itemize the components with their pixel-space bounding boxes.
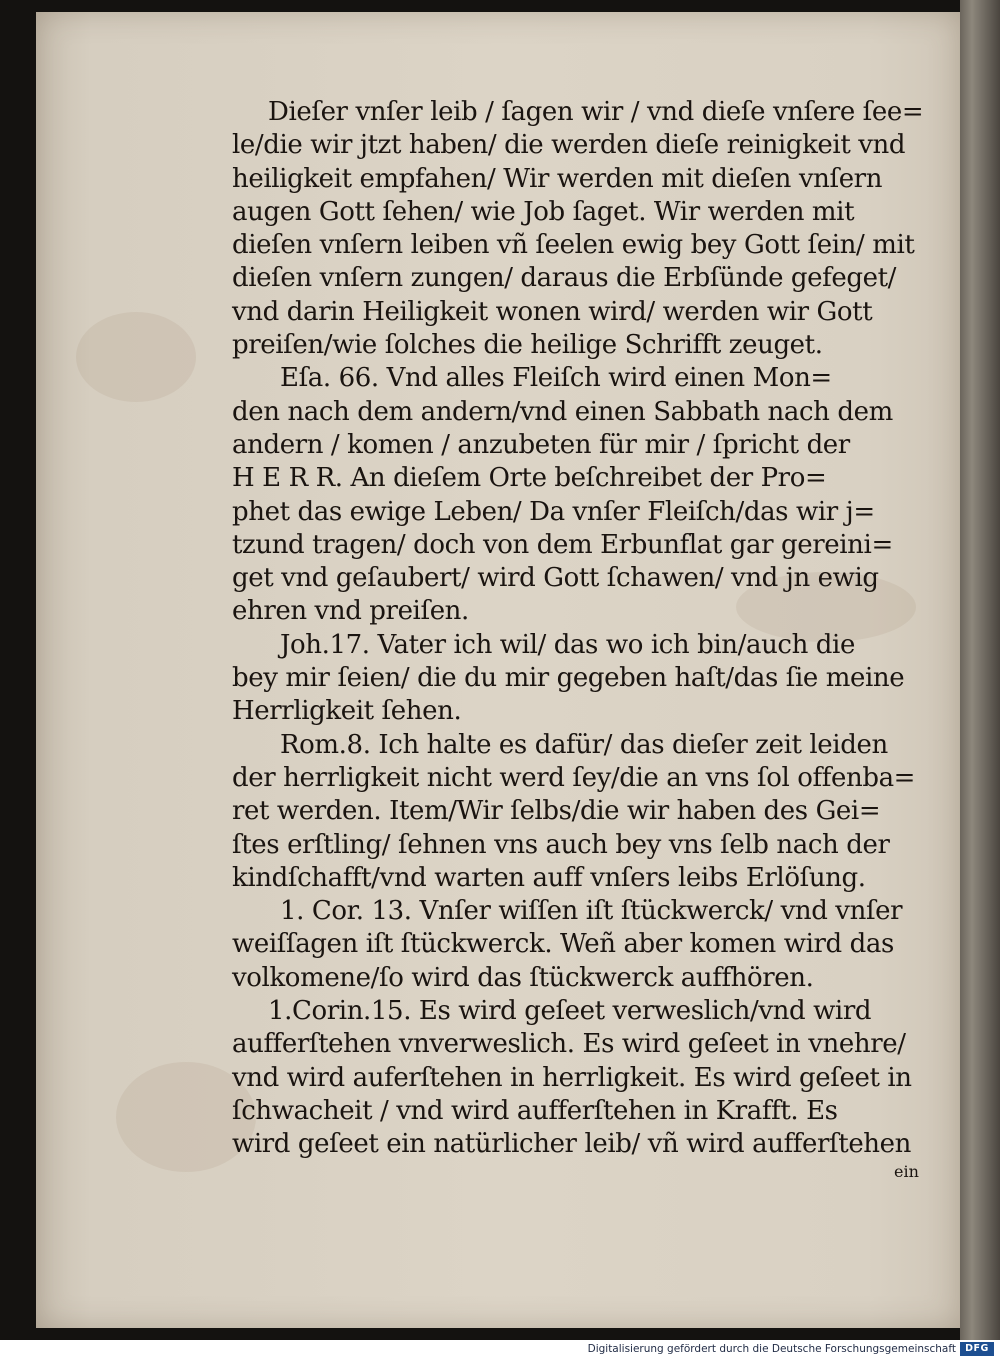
text-line: volkomene/ſo wird das ſtückwerck auffhören. [232, 962, 814, 993]
text-line: weiſſagen iſt ſtückwerck. Weñ aber komen wird das [232, 929, 894, 960]
text-line: Herrligkeit ſehen. [232, 696, 462, 727]
text-line: preiſen/wie ſolches die heilige Schrifft zeuget. [232, 330, 823, 361]
text-line: vnd darin Heiligkeit wonen wird/ werden wir Gott [232, 296, 873, 327]
text-line: Eſa. 66. Vnd alles Fleiſch wird einen Mon= [280, 363, 832, 394]
text-line: ſchwacheit / vnd wird aufferſtehen in Krafft. Es [232, 1095, 838, 1126]
text-line: phet das ewige Leben/ Da vnſer Fleiſch/das wir j= [232, 496, 875, 527]
catchword: ein [894, 1162, 919, 1181]
text-line: der herrligkeit nicht werd ſey/die an vns ſol offenba= [232, 762, 916, 793]
text-line: aufferſtehen vnverweslich. Es wird geſeet in vnehre/ [232, 1029, 906, 1060]
text-line: wird geſeet ein natürlicher leib/ vñ wird aufferſtehen [232, 1129, 911, 1160]
text-line: Rom.8. Ich halte es dafür/ das dieſer zeit leiden [280, 729, 888, 760]
dfg-logo: DFG [960, 1342, 994, 1356]
text-line: 1.Corin.15. Es wird geſeet verweslich/vnd wird [268, 996, 872, 1027]
text-line: heiligkeit empfahen/ Wir werden mit dieſen vnſern [232, 163, 883, 194]
text-line: get vnd geſaubert/ wird Gott ſchawen/ vnd jn ewig [232, 563, 879, 594]
text-line: Joh.17. Vater ich wil/ das wo ich bin/auch die [280, 629, 855, 660]
text-line: le/die wir jtzt haben/ die werden dieſe reinigkeit vnd [232, 130, 906, 161]
text-line: den nach dem andern/vnd einen Sabbath nach dem [232, 396, 893, 427]
footer-credit: Digitalisierung gefördert durch die Deutsche Forschungsgemeinschaft [587, 1343, 956, 1355]
text-line: 1. Cor. 13. Vnſer wiſſen iſt ſtückwerck/ vnd vnſer [280, 896, 903, 927]
text-line: augen Gott ſehen/ wie Job ſaget. Wir werden mit [232, 196, 855, 227]
text-line: tzund tragen/ doch von dem Erbunflat gar gereini= [232, 529, 893, 560]
footer-bar [0, 1340, 1000, 1359]
text-line: ret werden. Item/Wir ſelbs/die wir haben des Gei= [232, 796, 881, 827]
text-line: dieſen vnſern leiben vñ ſeelen ewig bey Gott ſein/ mit [232, 230, 915, 261]
paper-stain [76, 312, 196, 402]
text-line: Dieſer vnſer leib / ſagen wir / vnd dieſe vnſere ſee= [268, 97, 924, 127]
text-line: andern / komen / anzubeten für mir / ſpricht der [232, 429, 850, 460]
next-page-edge [960, 0, 1000, 1340]
page-text [232, 96, 932, 1162]
text-line: ehren vnd preiſen. [232, 596, 469, 627]
text-line: kindſchafft/vnd warten auff vnſers leibs Erlöſung. [232, 862, 866, 893]
text-line: bey mir ſeien/ die du mir gegeben haſt/das ſie meine [232, 663, 905, 694]
text-line: ſtes erſtling/ ſehnen vns auch bey vns ſelb nach der [232, 829, 890, 860]
text-line: dieſen vnſern zungen/ daraus die Erbſünde gefeget/ [232, 263, 897, 294]
text-line: H E R R. An dieſem Orte beſchreibet der Pro= [232, 463, 827, 494]
text-line: vnd wird auferſtehen in herrligkeit. Es wird geſeet in [232, 1062, 912, 1093]
